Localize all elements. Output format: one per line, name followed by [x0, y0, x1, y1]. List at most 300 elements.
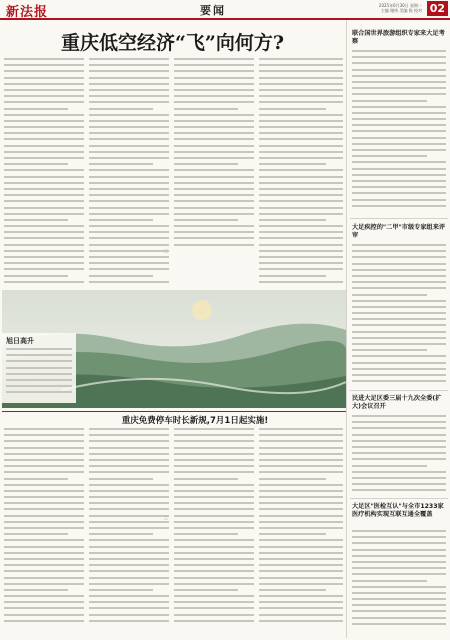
- text-line: [174, 583, 254, 585]
- text-line: [174, 484, 254, 486]
- text-line: [89, 244, 169, 246]
- text-line: [352, 567, 446, 569]
- text-line: [4, 262, 84, 264]
- text-line: [174, 157, 254, 159]
- text-line: [259, 163, 326, 165]
- text-line: [352, 530, 446, 532]
- photo-caption-text: [6, 348, 72, 398]
- right-headline-4: 大足区"医检互认"与全市1233家医疗机构实现互联互通全覆盖: [352, 503, 444, 518]
- text-line: [352, 62, 446, 64]
- text-line: [4, 447, 84, 449]
- text-line: [4, 595, 84, 597]
- text-line: [352, 458, 446, 460]
- text-line: [352, 205, 446, 207]
- section-title: 要闻: [200, 4, 226, 17]
- text-line: [89, 188, 169, 190]
- text-line: [259, 275, 326, 277]
- text-line: [174, 225, 254, 227]
- text-line: [259, 620, 343, 622]
- photo-caption-title: 旭日高升: [6, 336, 34, 345]
- text-line: [174, 188, 254, 190]
- text-line: [89, 250, 169, 252]
- text-line: [4, 471, 84, 473]
- text-line: [174, 496, 254, 498]
- text-line: [259, 58, 343, 60]
- text-line: [259, 583, 343, 585]
- text-line: [174, 434, 254, 436]
- text-line: [89, 434, 169, 436]
- text-line: [89, 176, 169, 178]
- text-line: [352, 368, 446, 370]
- text-line: [6, 391, 72, 393]
- text-line: [352, 598, 446, 600]
- text-line: [174, 182, 254, 184]
- text-line: [89, 163, 153, 165]
- text-line: [4, 194, 84, 196]
- text-line: [89, 200, 169, 202]
- text-line: [89, 194, 169, 196]
- text-line: [259, 533, 326, 535]
- text-line: [259, 564, 343, 566]
- text-line: [174, 237, 254, 239]
- text-line: [89, 89, 169, 91]
- text-line: [352, 112, 446, 114]
- text-line: [259, 64, 343, 66]
- text-line: [352, 471, 446, 473]
- text-line: [174, 138, 254, 140]
- text-line: [89, 256, 169, 258]
- text-line: [4, 225, 84, 227]
- text-line: [352, 186, 446, 188]
- text-line: [174, 200, 254, 202]
- text-line: [352, 362, 446, 364]
- text-line: [352, 124, 446, 126]
- text-line: [174, 83, 254, 85]
- text-line: [89, 478, 153, 480]
- text-line: [352, 50, 446, 52]
- text-line: [259, 70, 343, 72]
- text-line: [4, 95, 84, 97]
- text-line: [4, 614, 84, 616]
- text-line: [352, 275, 446, 277]
- text-line: [4, 281, 84, 283]
- text-line: [89, 595, 169, 597]
- text-line: [352, 192, 446, 194]
- text-line: [4, 151, 84, 153]
- text-line: [259, 244, 343, 246]
- text-line: [89, 108, 153, 110]
- text-line: [259, 539, 343, 541]
- text-line: [352, 489, 446, 491]
- text-line: [4, 163, 68, 165]
- text-line: [174, 440, 254, 442]
- text-line: [4, 577, 84, 579]
- text-line: [4, 213, 84, 215]
- text-line: [352, 56, 446, 58]
- text-line: [174, 471, 254, 473]
- text-line: [89, 502, 169, 504]
- text-line: [4, 244, 84, 246]
- text-line: [259, 490, 343, 492]
- right-article-2: [352, 244, 446, 386]
- text-line: [352, 580, 427, 582]
- text-line: [6, 379, 72, 381]
- text-line: [174, 58, 254, 60]
- text-line: [174, 607, 254, 609]
- text-line: [89, 268, 169, 270]
- text-line: [352, 604, 446, 606]
- text-line: [89, 281, 169, 283]
- text-line: [89, 465, 169, 467]
- text-line: [89, 231, 169, 233]
- text-line: [259, 157, 343, 159]
- text-line: [352, 586, 446, 588]
- text-line: [352, 421, 446, 423]
- text-line: [4, 583, 84, 585]
- main-headline: 重庆低空经济“飞”向何方?: [61, 32, 284, 54]
- text-line: [89, 447, 169, 449]
- text-line: [174, 478, 238, 480]
- text-line: [4, 527, 84, 529]
- text-line: [259, 182, 343, 184]
- text-line: [174, 502, 254, 504]
- right-divider-1: [350, 218, 448, 219]
- text-line: [352, 69, 446, 71]
- text-line: [259, 89, 343, 91]
- dateline-editors: 主编 谢伟 美编 陈 校对: [380, 8, 422, 13]
- text-line: [174, 219, 238, 221]
- text-line: [89, 126, 169, 128]
- text-line: [259, 521, 343, 523]
- text-line: [259, 570, 343, 572]
- text-line: [352, 427, 446, 429]
- text-line: [352, 355, 446, 357]
- text-line: [352, 174, 446, 176]
- text-line: [259, 219, 326, 221]
- text-line: [174, 213, 254, 215]
- text-line: [4, 564, 84, 566]
- text-line: [174, 564, 254, 566]
- text-line: [259, 169, 343, 171]
- text-line: [174, 527, 254, 529]
- text-line: [259, 577, 343, 579]
- text-line: [352, 180, 446, 182]
- text-line: [352, 592, 446, 594]
- text-line: [352, 312, 446, 314]
- text-line: [352, 374, 446, 376]
- text-line: [89, 496, 169, 498]
- text-line: [89, 138, 169, 140]
- text-line: [352, 331, 446, 333]
- text-line: [89, 620, 169, 622]
- text-line: [352, 446, 446, 448]
- text-line: [6, 360, 72, 362]
- text-line: [352, 337, 446, 339]
- sub-article-column-3: [174, 428, 254, 626]
- text-line: [174, 101, 254, 103]
- text-line: [352, 143, 446, 145]
- text-line: [352, 349, 427, 351]
- text-line: [259, 471, 343, 473]
- text-line: [352, 75, 446, 77]
- text-line: [174, 77, 254, 79]
- text-line: [352, 281, 446, 283]
- text-line: [89, 484, 169, 486]
- text-line: [259, 515, 343, 517]
- text-line: [352, 477, 446, 479]
- text-line: [352, 256, 446, 258]
- newspaper-logo: 新法报: [6, 5, 49, 20]
- text-line: [174, 546, 254, 548]
- text-line: [174, 465, 254, 467]
- text-line: [174, 577, 254, 579]
- text-line: [4, 200, 84, 202]
- text-line: [259, 77, 343, 79]
- text-line: [174, 589, 238, 591]
- text-line: [352, 415, 446, 417]
- text-line: [174, 595, 254, 597]
- text-line: [89, 533, 153, 535]
- text-line: [174, 601, 254, 603]
- text-line: [352, 137, 446, 139]
- text-line: [89, 614, 169, 616]
- text-line: [174, 132, 254, 134]
- text-line: [174, 95, 254, 97]
- text-line: [89, 157, 169, 159]
- text-line: [4, 539, 84, 541]
- text-line: [174, 521, 254, 523]
- text-line: [4, 268, 84, 270]
- text-line: [4, 558, 84, 560]
- text-line: [259, 126, 343, 128]
- text-line: [4, 83, 84, 85]
- text-line: [259, 552, 343, 554]
- text-line: [352, 549, 446, 551]
- text-line: [352, 465, 427, 467]
- text-line: [4, 496, 84, 498]
- text-line: [259, 250, 343, 252]
- text-line: [259, 151, 343, 153]
- text-line: [4, 126, 84, 128]
- text-line: [89, 490, 169, 492]
- right-divider-2: [350, 390, 448, 391]
- text-line: [174, 539, 254, 541]
- text-line: [6, 373, 72, 375]
- text-line: [352, 244, 446, 246]
- text-line: [89, 64, 169, 66]
- text-line: [352, 306, 446, 308]
- text-line: [4, 188, 84, 190]
- text-line: [4, 508, 84, 510]
- right-article-4: [352, 530, 446, 629]
- text-line: [352, 483, 446, 485]
- text-line: [259, 527, 343, 529]
- text-line: [352, 536, 446, 538]
- text-line: [352, 87, 446, 89]
- text-line: [174, 70, 254, 72]
- text-line: [89, 564, 169, 566]
- text-line: [4, 533, 68, 535]
- text-line: [4, 453, 84, 455]
- text-line: [352, 294, 427, 296]
- text-line: [4, 478, 68, 480]
- right-divider-3: [350, 498, 448, 499]
- section-mark-2: 二: [163, 249, 169, 255]
- text-line: [259, 496, 343, 498]
- text-line: [4, 620, 84, 622]
- text-line: [89, 521, 169, 523]
- text-line: [4, 515, 84, 517]
- text-line: [4, 219, 68, 221]
- text-line: [89, 552, 169, 554]
- text-line: [174, 447, 254, 449]
- text-line: [4, 114, 84, 116]
- text-line: [259, 114, 343, 116]
- text-line: [174, 620, 254, 622]
- text-line: [89, 601, 169, 603]
- text-line: [89, 207, 169, 209]
- text-line: [4, 120, 84, 122]
- text-line: [259, 440, 343, 442]
- text-line: [4, 70, 84, 72]
- text-line: [89, 508, 169, 510]
- text-line: [89, 182, 169, 184]
- text-line: [174, 570, 254, 572]
- text-line: [4, 237, 84, 239]
- text-line: [174, 126, 254, 128]
- text-line: [89, 145, 169, 147]
- sub-article-column-2: [89, 428, 169, 626]
- text-line: [4, 157, 84, 159]
- text-line: [89, 219, 153, 221]
- text-line: [352, 623, 446, 625]
- right-article-3: [352, 415, 446, 495]
- text-line: [259, 281, 343, 283]
- text-line: [352, 573, 446, 575]
- text-line: [259, 546, 343, 548]
- text-line: [352, 542, 446, 544]
- text-line: [4, 607, 84, 609]
- text-line: [4, 275, 68, 277]
- text-line: [259, 231, 343, 233]
- text-line: [174, 453, 254, 455]
- sub-article-column-4: [259, 428, 343, 626]
- text-line: [259, 176, 343, 178]
- text-line: [259, 589, 326, 591]
- text-line: [89, 539, 169, 541]
- text-line: [352, 168, 446, 170]
- text-line: [4, 182, 84, 184]
- text-line: [259, 453, 343, 455]
- text-line: [4, 465, 84, 467]
- text-line: [352, 118, 446, 120]
- text-line: [174, 614, 254, 616]
- text-line: [89, 151, 169, 153]
- right-headline-2: 大足疾控的"二甲"市级专家组来评审: [352, 224, 446, 239]
- text-line: [89, 237, 169, 239]
- text-line: [89, 471, 169, 473]
- text-line: [4, 108, 68, 110]
- text-line: [174, 145, 254, 147]
- text-line: [352, 149, 446, 151]
- text-line: [259, 508, 343, 510]
- text-line: [4, 546, 84, 548]
- text-line: [89, 453, 169, 455]
- text-line: [4, 502, 84, 504]
- text-line: [89, 570, 169, 572]
- text-line: [89, 583, 169, 585]
- text-line: [89, 515, 169, 517]
- text-line: [89, 440, 169, 442]
- article-column-3: [174, 58, 254, 250]
- text-line: [4, 207, 84, 209]
- text-line: [6, 348, 72, 350]
- text-line: [174, 194, 254, 196]
- text-line: [4, 552, 84, 554]
- text-line: [259, 213, 343, 215]
- text-line: [4, 132, 84, 134]
- text-line: [352, 380, 446, 382]
- text-line: [259, 262, 343, 264]
- right-headline-1: 联合国世界旅游组织专家来大足考察: [352, 30, 445, 45]
- text-line: [174, 490, 254, 492]
- text-line: [352, 300, 446, 302]
- text-line: [89, 132, 169, 134]
- text-line: [4, 428, 84, 430]
- text-line: [259, 237, 343, 239]
- text-line: [352, 130, 446, 132]
- text-line: [174, 169, 254, 171]
- text-line: [259, 83, 343, 85]
- text-line: [259, 194, 343, 196]
- text-line: [174, 558, 254, 560]
- text-line: [352, 561, 446, 563]
- text-line: [174, 231, 254, 233]
- text-line: [352, 155, 427, 157]
- text-line: [89, 428, 169, 430]
- text-line: [4, 490, 84, 492]
- right-column-divider: [346, 20, 347, 638]
- text-line: [352, 81, 446, 83]
- text-line: [259, 256, 343, 258]
- text-line: [259, 108, 326, 110]
- text-line: [259, 447, 343, 449]
- text-line: [352, 555, 446, 557]
- text-line: [259, 459, 343, 461]
- text-line: [352, 434, 446, 436]
- text-line: [352, 452, 446, 454]
- text-line: [352, 250, 446, 252]
- text-line: [89, 577, 169, 579]
- text-line: [89, 77, 169, 79]
- text-line: [4, 231, 84, 233]
- text-line: [6, 385, 72, 387]
- text-line: [259, 225, 343, 227]
- right-article-1: [352, 50, 446, 211]
- text-line: [174, 120, 254, 122]
- text-line: [259, 145, 343, 147]
- text-line: [259, 101, 343, 103]
- sub-headline: 重庆免费停车时长新规,7月1日起实施!: [121, 416, 269, 426]
- text-line: [4, 64, 84, 66]
- text-line: [4, 58, 84, 60]
- text-line: [174, 207, 254, 209]
- text-line: [174, 515, 254, 517]
- text-line: [89, 213, 169, 215]
- text-line: [259, 120, 343, 122]
- dateline-date: 2025年6月30日 星期一: [378, 3, 422, 8]
- text-line: [4, 440, 84, 442]
